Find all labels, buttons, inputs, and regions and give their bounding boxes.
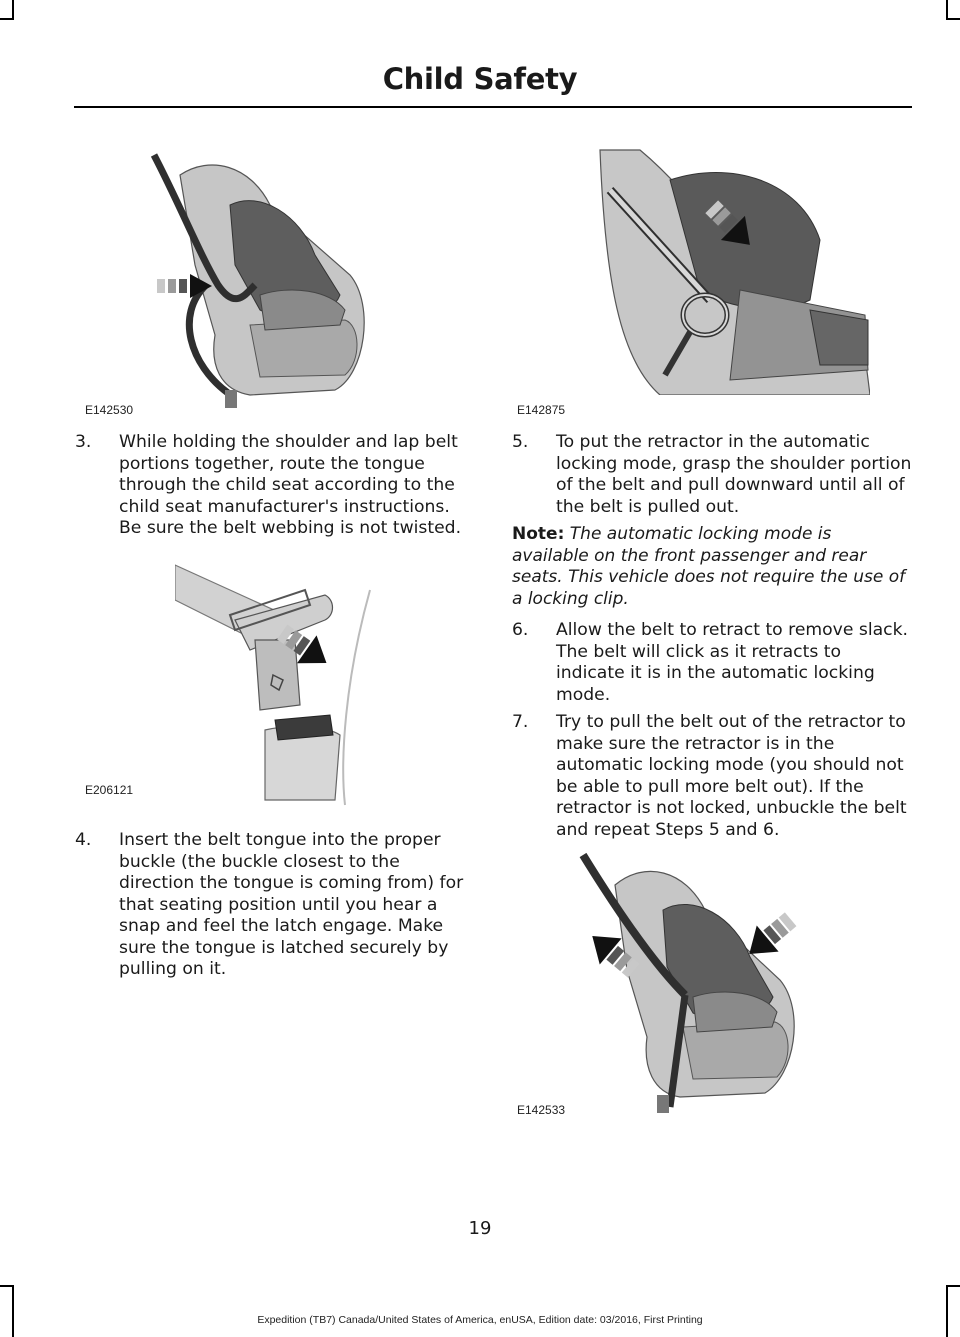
crop-mark	[946, 1285, 960, 1287]
step-number: 7.	[512, 712, 529, 732]
step-number: 4.	[75, 830, 92, 850]
crop-mark	[12, 0, 14, 20]
figure-code: E206121	[85, 783, 134, 797]
locking-check-illustration	[575, 845, 815, 1115]
step-number: 3.	[75, 432, 92, 452]
note	[512, 524, 912, 610]
crop-mark	[0, 18, 14, 20]
note-label: Note:	[512, 524, 565, 544]
figure-pull-belt-down	[517, 140, 870, 417]
step-3	[75, 432, 475, 540]
page-title: Child Safety	[382, 62, 578, 96]
step-number: 5.	[512, 432, 529, 452]
crop-mark	[946, 18, 960, 20]
figure-buckle	[85, 560, 375, 810]
step-text: Try to pull the belt out of the retractor to make sure the retractor is in the automatic locking mode (you should not be able to pull more belt out). If the retractor is not locked, unbuckle the belt and repeat Steps 5 and 6.	[556, 712, 907, 840]
step-text: To put the retractor in the automatic locking mode, grasp the shoulder portion of the belt and pull downward until all of the belt is pulled out.	[556, 432, 912, 517]
step-5	[512, 432, 912, 518]
crop-mark	[946, 1285, 948, 1337]
step-text: Allow the belt to retract to remove slack. The belt will click as it retracts to indicate it is in the automatic locking mode.	[556, 620, 909, 705]
figure-check-locking-mode	[517, 845, 815, 1117]
figure-child-seat-belt-routing	[85, 145, 380, 417]
crop-mark	[946, 0, 948, 20]
crop-mark	[12, 1285, 14, 1337]
header-divider	[74, 106, 912, 108]
note-text: The automatic locking mode is available on the front passenger and rear seats. This vehicle does not require the use of a locking clip.	[512, 524, 906, 609]
figure-code: E142530	[85, 403, 134, 417]
page-number: 19	[468, 1218, 492, 1239]
step-7	[512, 712, 912, 841]
footer-edition-info: Expedition (TB7) Canada/United States of America, enUSA, Edition date: 03/2016, First Printing	[257, 1314, 703, 1326]
step-4	[75, 830, 475, 981]
step-number: 6.	[512, 620, 529, 640]
retractor-illustration	[580, 140, 870, 395]
figure-code: E142875	[517, 403, 566, 417]
step-text: While holding the shoulder and lap belt portions together, route the tongue through the child seat according to the child seat manufacturer's instructions. Be sure the belt webbing is not twisted.	[119, 432, 462, 538]
step-6	[512, 620, 912, 706]
buckle-illustration	[175, 560, 375, 810]
figure-code: E142533	[517, 1103, 566, 1117]
step-text: Insert the belt tongue into the proper buckle (the buckle closest to the direction the tongue is coming from) for that seating position until you hear a snap and feel the latch engage. Make sure the tongue is latched securely by pulling on it.	[119, 830, 464, 979]
crop-mark	[0, 1285, 14, 1287]
child-seat-illustration	[140, 145, 380, 415]
